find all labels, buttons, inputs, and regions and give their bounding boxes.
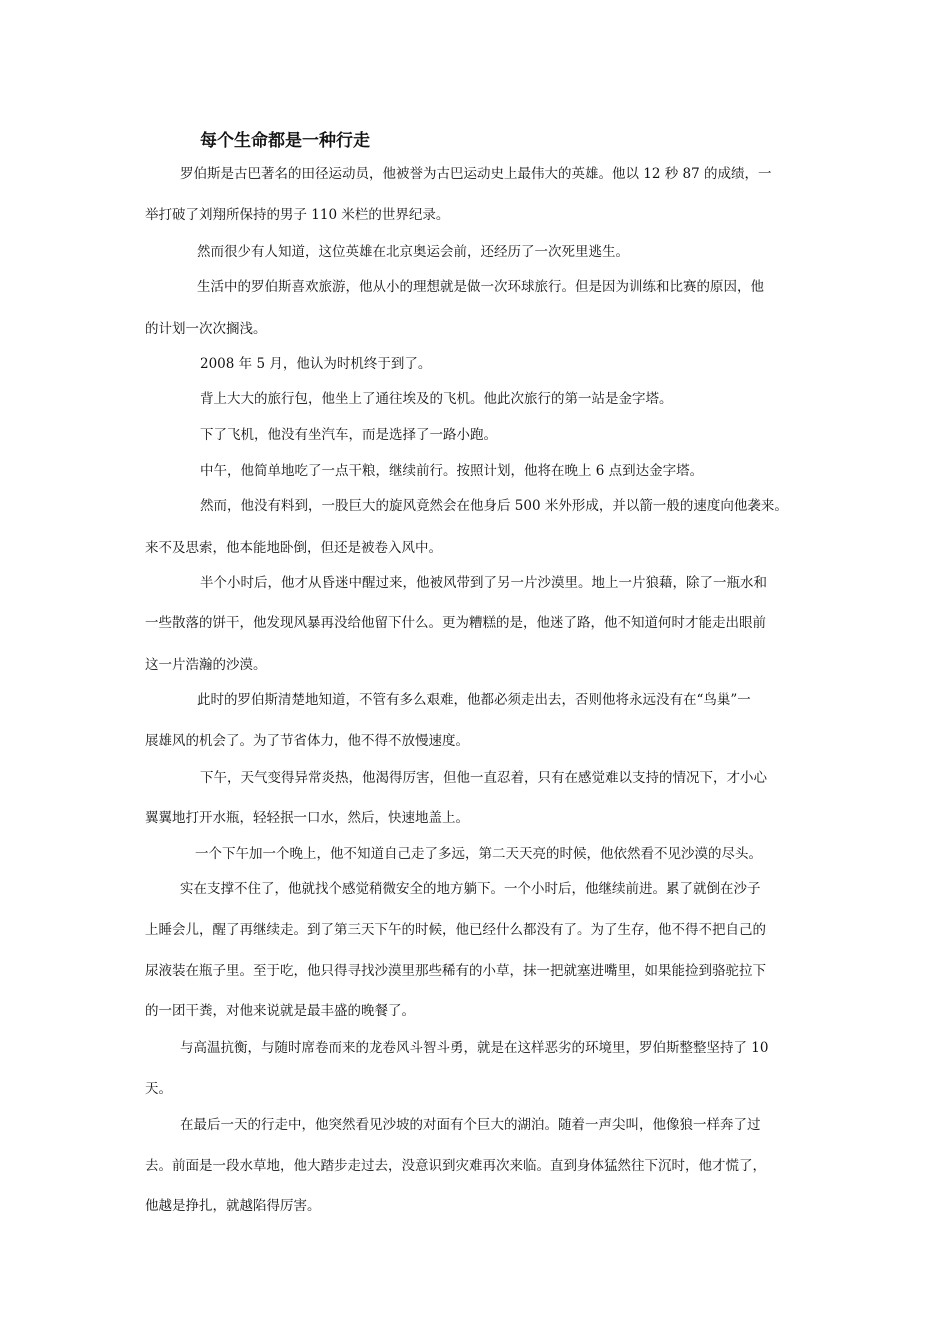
- text-line: 去。前面是一段水草地，他大踏步走过去，没意识到灾难再次来临。直到身体猛然往下沉时，他才慌了，: [145, 1158, 766, 1174]
- text-line: 一些散落的饼干，他发现风暴再没给他留下什么。更为糟糕的是，他迷了路，他不知道何时才能走出眼前: [145, 615, 766, 631]
- text-line: 实在支撑不住了，他就找个感觉稍微安全的地方躺下。一个小时后，他继续前进。累了就倒在沙子: [180, 881, 761, 897]
- text-line: 上睡会儿，醒了再继续走。到了第三天下午的时候，他已经什么都没有了。为了生存，他不得不把自己的: [145, 922, 766, 938]
- text-line: 举打破了刘翔所保持的男子 110 米栏的世界纪录。: [145, 207, 450, 223]
- text-line: 天。: [145, 1081, 172, 1097]
- text-line: 的计划一次次搁浅。: [145, 321, 267, 337]
- text-line: 与高温抗衡，与随时席卷而来的龙卷风斗智斗勇，就是在这样恶劣的环境里，罗伯斯整整坚持了 10: [180, 1040, 769, 1056]
- text-line: 半个小时后，他才从昏迷中醒过来，他被风带到了另一片沙漠里。地上一片狼藉，除了一瓶水和: [200, 575, 767, 591]
- text-line: 生活中的罗伯斯喜欢旅游，他从小的理想就是做一次环球旅行。但是因为训练和比赛的原因，他: [197, 279, 764, 295]
- text-line: 2008 年 5 月，他认为时机终于到了。: [200, 356, 432, 372]
- text-line: 中午，他简单地吃了一点干粮，继续前行。按照计划，他将在晚上 6 点到达金字塔。: [200, 463, 704, 479]
- text-line: 此时的罗伯斯清楚地知道，不管有多么艰难，他都必须走出去，否则他将永远没有在“鸟巢”一: [197, 692, 751, 708]
- document-title: 每个生命都是一种行走: [200, 131, 370, 151]
- text-line: 背上大大的旅行包，他坐上了通往埃及的飞机。他此次旅行的第一站是金字塔。: [200, 391, 673, 407]
- text-line: 来不及思索，他本能地卧倒，但还是被卷入风中。: [145, 540, 442, 556]
- text-line: 在最后一天的行走中，他突然看见沙坡的对面有个巨大的湖泊。随着一声尖叫，他像狼一样奔了过: [180, 1117, 761, 1133]
- text-line: 下午，天气变得异常炎热，他渴得厉害，但他一直忍着，只有在感觉难以支持的情况下，才小心: [200, 770, 767, 786]
- text-line: 一个下午加一个晚上，他不知道自己走了多远，第二天天亮的时候，他依然看不见沙漠的尽头。: [195, 846, 762, 862]
- text-line: 罗伯斯是古巴著名的田径运动员，他被誉为古巴运动史上最伟大的英雄。他以 12 秒 87 的成绩，一: [180, 166, 772, 182]
- text-line: 展雄风的机会了。为了节省体力，他不得不放慢速度。: [145, 733, 469, 749]
- text-line: 尿液装在瓶子里。至于吃，他只得寻找沙漠里那些稀有的小草，抹一把就塞进嘴里，如果能捡到骆驼拉下: [145, 963, 766, 979]
- text-line: 然而很少有人知道，这位英雄在北京奥运会前，还经历了一次死里逃生。: [197, 244, 629, 260]
- text-line: 下了飞机，他没有坐汽车，而是选择了一路小跑。: [200, 427, 497, 443]
- text-line: 然而，他没有料到，一股巨大的旋风竟然会在他身后 500 米外形成，并以箭一般的速度向他袭来。: [200, 498, 788, 514]
- text-line: 这一片浩瀚的沙漠。: [145, 657, 267, 673]
- text-line: 他越是挣扎，就越陷得厉害。: [145, 1198, 321, 1214]
- text-line: 的一团干粪，对他来说就是最丰盛的晚餐了。: [145, 1003, 415, 1019]
- text-line: 翼翼地打开水瓶，轻轻抿一口水，然后，快速地盖上。: [145, 810, 469, 826]
